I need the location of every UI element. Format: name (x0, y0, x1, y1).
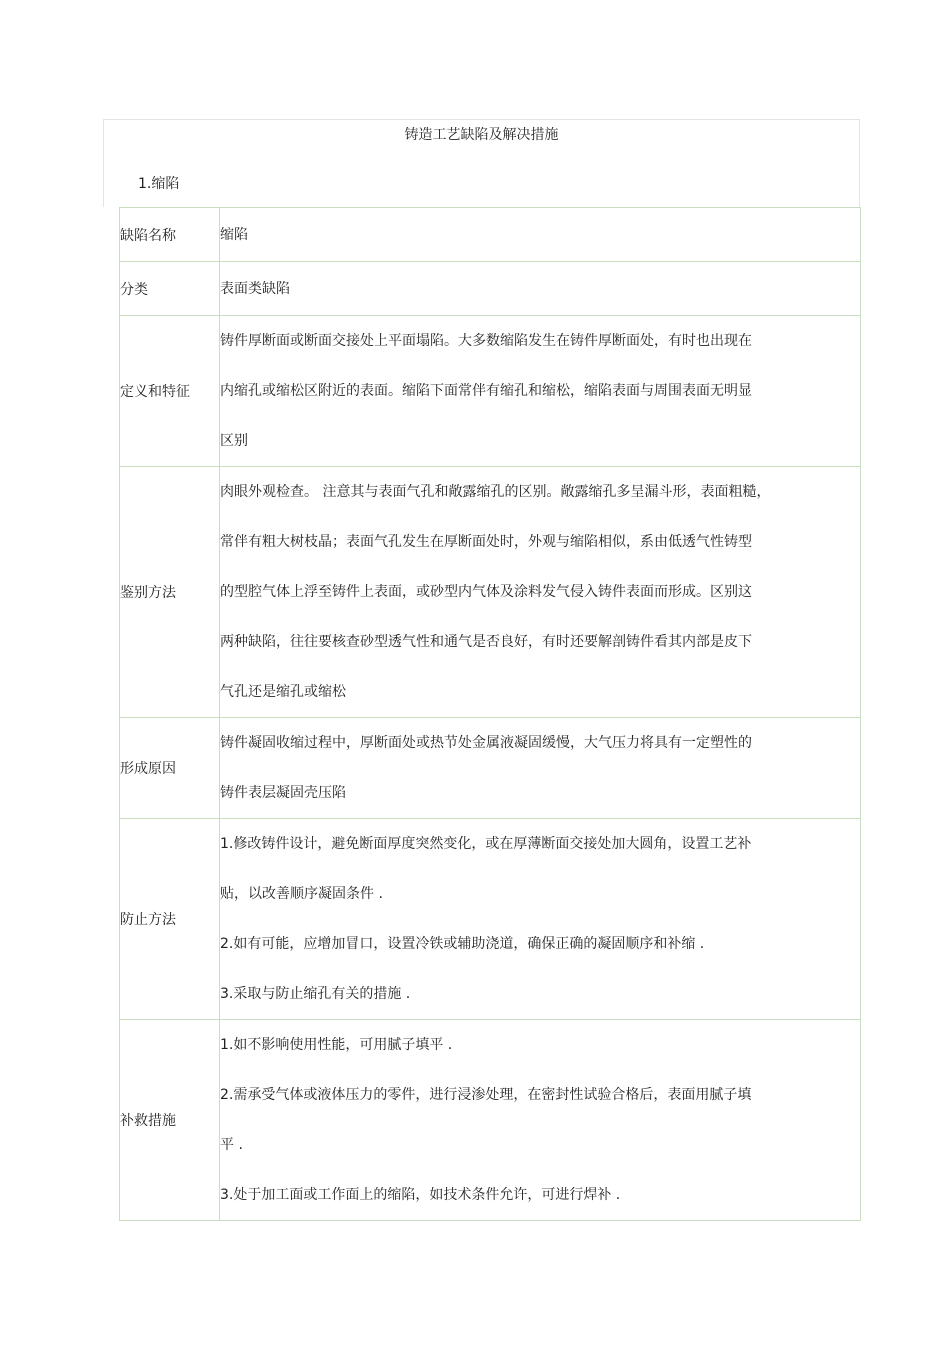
content-line: 3.采取与防止缩孔有关的措施 . (220, 986, 411, 1002)
content-line: 区别 (220, 433, 248, 449)
content-line: 缩陷 (220, 226, 248, 243)
row-content (220, 467, 861, 718)
content-line: 铸件凝固收缩过程中，厚断面处或热节处金属液凝固缓慢，大气压力将具有一定塑性的 (220, 735, 752, 751)
row-label: 分类 (120, 262, 220, 316)
content-line: 气孔还是缩孔或缩松 (220, 684, 346, 700)
content-line: 1.修改铸件设计，避免断面厚度突然变化，或在厚薄断面交接处加大圆角，设置工艺补 (220, 836, 752, 852)
content-line: 贴，以改善顺序凝固条件 . (220, 886, 383, 902)
section-heading: 1.缩陷 (138, 176, 180, 192)
row-label: 防止方法 (120, 819, 220, 1020)
document-title: 铸造工艺缺陷及解决措施 (404, 127, 559, 143)
row-label: 鉴别方法 (120, 467, 220, 718)
row-content (220, 718, 861, 819)
content-line: 1.如不影响使用性能，可用腻子填平 . (220, 1037, 453, 1053)
table-row (120, 819, 861, 1020)
content-line: 表面类缺陷 (220, 280, 290, 297)
content-line: 的型腔气体上浮至铸件上表面，或砂型内气体及涂料发气侵入铸件表面而形成。区别这 (220, 584, 752, 600)
row-label: 缺陷名称 (120, 208, 220, 262)
row-content (220, 819, 861, 1020)
row-label: 形成原因 (120, 718, 220, 819)
row-content (220, 208, 861, 262)
content-line: 肉眼外观检查。 注意其与表面气孔和敞露缩孔的区别。敞露缩孔多呈漏斗形，表面粗糙， (220, 484, 771, 500)
table-row (120, 718, 861, 819)
row-label: 补救措施 (120, 1020, 220, 1221)
table-row (120, 316, 861, 467)
content-line: 铸件厚断面或断面交接处上平面塌陷。大多数缩陷发生在铸件厚断面处，有时也出现在 (220, 333, 752, 349)
row-content (220, 316, 861, 467)
row-content (220, 1020, 861, 1221)
table-row (120, 467, 861, 718)
content-line: 铸件表层凝固壳压陷 (220, 785, 346, 801)
table-row (120, 262, 861, 316)
content-line: 3.处于加工面或工作面上的缩陷，如技术条件允许，可进行焊补 . (220, 1187, 621, 1203)
content-line: 常伴有粗大树枝晶；表面气孔发生在厚断面处时，外观与缩陷相似，系由低透气性铸型 (220, 534, 752, 550)
content-line: 平 . (220, 1137, 243, 1153)
content-line: 内缩孔或缩松区附近的表面。缩陷下面常伴有缩孔和缩松，缩陷表面与周围表面无明显 (220, 383, 752, 399)
content-line: 两种缺陷，往往要核查砂型透气性和通气是否良好，有时还要解剖铸件看其内部是皮下 (220, 634, 752, 650)
content-line: 2.如有可能，应增加冒口，设置冷铁或辅助浇道，确保正确的凝固顺序和补缩 . (220, 936, 705, 952)
content-line: 2.需承受气体或液体压力的零件，进行浸渗处理，在密封性试验合格后，表面用腻子填 (220, 1087, 752, 1103)
table-row (120, 1020, 861, 1221)
row-content (220, 262, 861, 316)
table-row (120, 208, 861, 262)
row-label: 定义和特征 (120, 316, 220, 467)
document-header (103, 119, 860, 207)
defect-table (119, 207, 861, 1221)
